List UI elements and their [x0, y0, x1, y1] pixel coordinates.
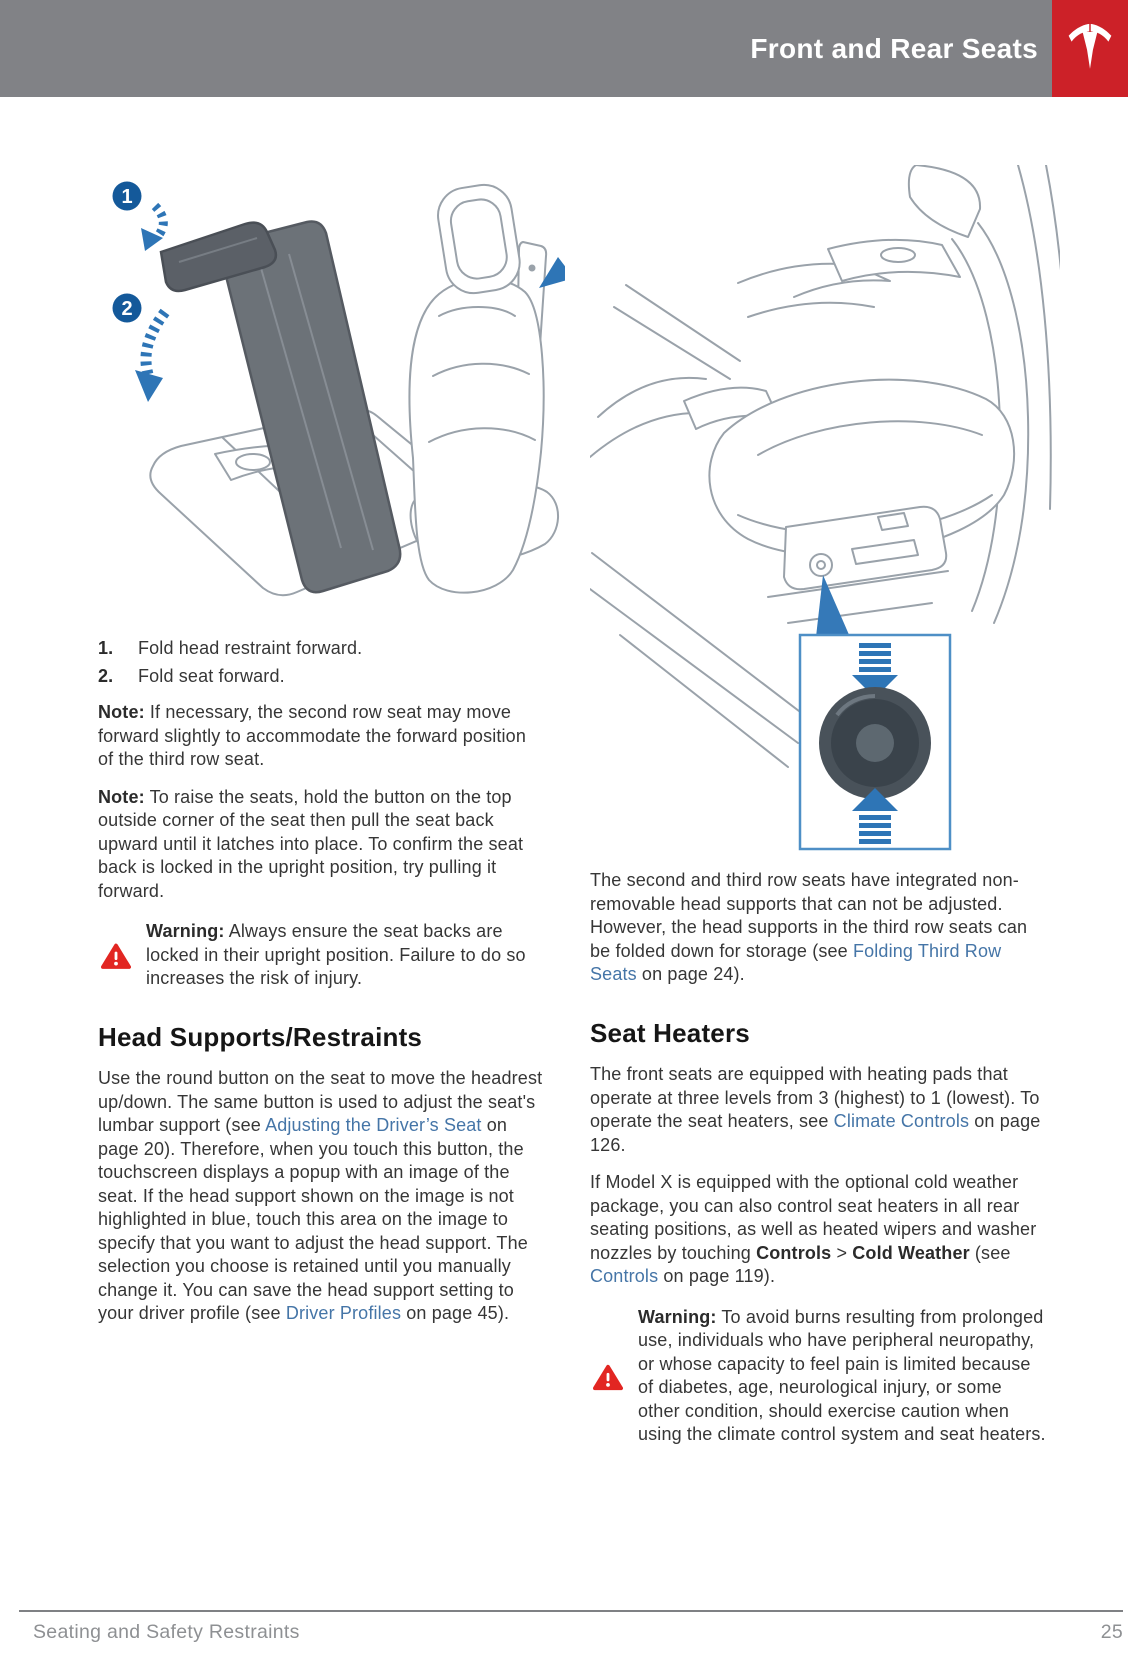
warning-body	[146, 920, 544, 991]
seat-round-button	[810, 554, 832, 576]
svg-text:1: 1	[121, 186, 133, 208]
step-1-badge	[113, 182, 142, 211]
warning-label: Warning:	[146, 921, 225, 941]
warning-body	[638, 1306, 1047, 1447]
fold-steps	[98, 637, 544, 688]
note-1	[98, 701, 544, 772]
seat-heaters-paragraph-2	[590, 1171, 1047, 1289]
lumbar-knob	[819, 687, 931, 799]
footer-section-label: Seating and Safety Restraints	[33, 1621, 300, 1643]
head-supports-paragraph	[98, 1067, 544, 1326]
paragraph-text: (see	[969, 1242, 1011, 1263]
menu-path-controls: Controls	[756, 1242, 832, 1263]
warning-text: To avoid burns resulting from prolonged use, individuals who have peripheral neuropathy, or whose capacity to feel pain is limited because of diabetes, age, neurological injury, or some other condition, should exercise caution when using the climate control system and seat heaters.	[638, 1306, 1046, 1445]
link-controls[interactable]: Controls	[590, 1266, 659, 1287]
step-text: Fold seat forward.	[138, 665, 285, 686]
footer-divider	[19, 1610, 1123, 1612]
warning-text: Always ensure the seat backs are locked in their upright position. Failure to do so increases the risk of injury.	[146, 921, 526, 988]
link-driver-profiles[interactable]: Driver Profiles	[285, 1303, 402, 1324]
page-title: Front and Rear Seats	[750, 32, 1038, 64]
fold-arrow-1-icon	[141, 206, 163, 251]
step-number: 2.	[98, 665, 114, 686]
step-row	[98, 637, 544, 661]
paragraph-text: on page 24).	[636, 964, 745, 984]
paragraph-text: on page 45).	[401, 1303, 510, 1324]
seat-heaters-paragraph-1	[590, 1063, 1047, 1157]
footer-page-number: 25	[1100, 1621, 1123, 1643]
paragraph-text: on page 119).	[658, 1266, 776, 1287]
link-folding-third-row-seats[interactable]: Folding Third Row Seats	[590, 940, 1002, 984]
left-column	[98, 637, 544, 1340]
paragraph-text: The front seats are equipped with heating pads that operate at three levels from 3 (highest) to 1 (lowest). To operate the seat heaters, see	[590, 1064, 1040, 1132]
step-number: 1.	[98, 638, 114, 658]
right-column	[590, 869, 1047, 1461]
note-label: Note:	[98, 702, 145, 722]
note-text: To raise the seats, hold the button on the top outside corner of the seat then pull the seat back upward until it latches into place. To confirm the seat back is locked in the upright position, try pulling it forward.	[98, 786, 524, 901]
note-2	[98, 786, 544, 904]
paragraph-text: >	[831, 1242, 853, 1263]
paragraph-text: on page 20). Therefore, when you touch this button, the touchscreen displays a popup with an image of the seat. If the head support shown on the image is not highlighted in blue, touch this area on the image to specify that you want to adjust the head support. The selection you choose is retained until you manually change it. You can save the head support setting to your driver profile (see	[98, 1115, 528, 1324]
fold-arrow-2-icon	[135, 312, 165, 402]
section-heading-seat-heaters: Seat Heaters	[590, 1017, 750, 1048]
paragraph-text: Use the round button on the seat to move the headrest up/down. The same button is used to adjust the seat's lumbar support (see	[98, 1068, 543, 1136]
svg-text:2: 2	[121, 298, 133, 320]
link-adjusting-drivers-seat[interactable]: Adjusting the Driver’s Seat	[265, 1115, 482, 1136]
seat-button-figure	[590, 165, 1060, 855]
head-supports-info-paragraph	[590, 869, 1047, 987]
warning-label: Warning:	[638, 1306, 717, 1327]
tesla-logo-box	[1052, 0, 1128, 97]
footer	[33, 1621, 1123, 1644]
step-2-badge	[113, 294, 142, 323]
fold-seats-figure	[95, 150, 565, 605]
warning-block	[590, 1306, 1047, 1447]
tesla-logo-icon	[1062, 13, 1118, 85]
warning-icon	[101, 922, 131, 991]
header-bar	[0, 0, 1052, 97]
note-label: Note:	[98, 786, 145, 807]
step-row	[98, 665, 544, 689]
paragraph-text: The second and third row seats have integrated non-removable head supports that can not be adjusted. However, the head supports in the third row seats can be folded down for storage (see	[590, 870, 1028, 961]
step-text: Fold head restraint forward.	[138, 638, 363, 658]
menu-path-cold-weather: Cold Weather	[852, 1242, 970, 1263]
section-heading-head-supports: Head Supports/Restraints	[98, 1021, 423, 1052]
paragraph-text: If Model X is equipped with the optional cold weather package, you can also control seat heaters in all rear seating positions, as well as heated wipers and washer nozzles by touching	[590, 1172, 1037, 1263]
warning-block	[98, 920, 544, 991]
note-text: If necessary, the second row seat may move forward slightly to accommodate the forward position of the third row seat.	[98, 702, 526, 769]
paragraph-text: on page 126.	[590, 1111, 1041, 1155]
link-climate-controls[interactable]: Climate Controls	[833, 1111, 970, 1132]
warning-icon	[593, 1308, 623, 1447]
